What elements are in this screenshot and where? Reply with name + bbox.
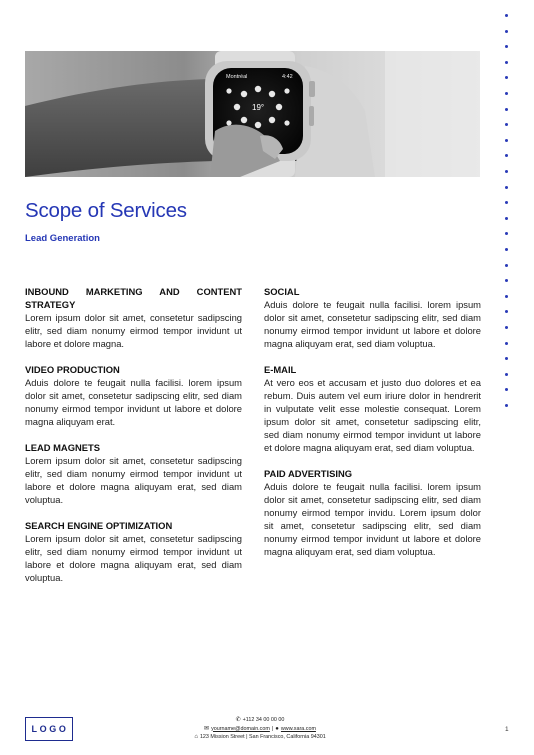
footer-website-link[interactable]: www.xara.com	[280, 725, 316, 732]
right-column	[264, 285, 481, 571]
decorative-dot	[505, 92, 508, 95]
section-heading: VIDEO PRODUCTION	[25, 364, 120, 375]
footer-phone-line	[170, 716, 350, 725]
decorative-dot	[505, 373, 508, 376]
decorative-dot-column	[503, 14, 511, 409]
decorative-dot	[505, 310, 508, 313]
decorative-dot	[505, 295, 508, 298]
decorative-dot	[505, 248, 508, 251]
watch-temp-label: 19°	[252, 103, 265, 112]
section-heading: LEAD MAGNETS	[25, 442, 100, 453]
decorative-dot	[505, 108, 508, 111]
decorative-dot	[505, 264, 508, 267]
decorative-dot	[505, 30, 508, 33]
logo: LOGO	[25, 717, 73, 741]
decorative-dot	[505, 404, 508, 407]
section-body: Aduis dolore te feugait nulla facilisi. lorem ipsum dolor sit amet, consetetur sadipscing elitr, sed diam nonumy eirmod tempor invidu. Lorem ipsum dolor sit amet, consetetur sadipscing elitr, sed diam nonumy eirmod tempor invidunt ut labore et dolore magna aliquyam erat, sed diam voluptua.	[264, 481, 481, 557]
section-heading: E-MAIL	[264, 364, 297, 375]
envelope-icon: ✉	[204, 725, 210, 732]
decorative-dot	[505, 388, 508, 391]
decorative-dot	[505, 76, 508, 79]
smartwatch-photo	[25, 51, 480, 177]
section-body: Lorem ipsum dolor sit amet, consetetur sadipscing elitr, sed diam nonumy eirmod tempor invidunt ut labore et dolore magna aliquyam erat, sed diam voluptua.	[25, 455, 242, 505]
footer-email-link[interactable]: yourname@domain.com	[211, 725, 270, 732]
decorative-dot	[505, 201, 508, 204]
decorative-dot	[505, 14, 508, 17]
service-section	[25, 363, 242, 428]
decorative-dot	[505, 61, 508, 64]
footer-address: 123 Mission Street | San Francisco, California 94301	[199, 734, 326, 741]
section-body: At vero eos et accusam et justo duo dolores et ea rebum. Duis autem vel eum iriure dolor in hendrerit in vulputate velit esse molestie consequat. Lorem ipsum dolor sit amet, consetetur sadipscing elitr, sed diam nonumy eirmod tempor invidunt ut labore et dolore magna aliquyam erat, sed diam voluptua.	[264, 377, 481, 453]
section-body: Aduis dolore te feugait nulla facilisi. lorem ipsum dolor sit amet, consetetur sadipscing elitr, sed diam nonumy eirmod tempor invidunt ut labore et dolore magna aliquyam erat, sed diam voluptua.	[264, 299, 481, 349]
decorative-dot	[505, 342, 508, 345]
section-heading: PAID ADVERTISING	[264, 468, 353, 479]
decorative-dot	[505, 357, 508, 360]
section-heading: INBOUND MARKETING AND CONTENT STRATEGY	[25, 286, 242, 310]
service-section	[264, 363, 481, 454]
decorative-dot	[505, 326, 508, 329]
service-section	[264, 285, 481, 350]
footer-phone: +112 34 00 00 00	[242, 717, 285, 723]
section-body: Aduis dolore te feugait nulla facilisi. lorem ipsum dolor sit amet, consetetur sadipscing elitr, sed diam nonumy eirmod tempor invidunt ut labore et dolore magna aliquyam erat.	[25, 377, 242, 427]
left-column	[25, 285, 242, 597]
footer-address-line	[170, 733, 350, 742]
decorative-dot	[505, 217, 508, 220]
footer-contact	[170, 716, 350, 742]
decorative-dot	[505, 123, 508, 126]
page-subtitle: Lead Generation	[25, 233, 100, 244]
watch-city-label: Montréal	[226, 74, 248, 80]
decorative-dot	[505, 279, 508, 282]
decorative-dot	[505, 232, 508, 235]
watch-time-label: 4:42	[282, 74, 293, 80]
section-heading: SEARCH ENGINE OPTIMIZATION	[25, 520, 173, 531]
service-section	[25, 285, 242, 350]
decorative-dot	[505, 139, 508, 142]
page-number: 1	[505, 726, 509, 733]
footer-web-line	[170, 725, 350, 734]
decorative-dot	[505, 170, 508, 173]
hero-image	[25, 51, 480, 177]
section-body: Lorem ipsum dolor sit amet, consetetur sadipscing elitr, sed diam nonumy eirmod tempor invidunt ut labore et dolore magna aliquyam erat, sed diam voluptua.	[25, 533, 242, 583]
service-section	[264, 467, 481, 558]
decorative-dot	[505, 154, 508, 157]
globe-icon: ●	[275, 725, 279, 732]
decorative-dot	[505, 45, 508, 48]
page-title: Scope of Services	[25, 199, 187, 222]
phone-icon: ✆	[235, 717, 241, 724]
footer-separator: |	[271, 725, 274, 732]
service-section	[25, 441, 242, 506]
home-icon: ⌂	[194, 734, 198, 741]
service-section	[25, 519, 242, 584]
decorative-dot	[505, 186, 508, 189]
section-body: Lorem ipsum dolor sit amet, consetetur sadipscing elitr, sed diam nonumy eirmod tempor invidunt ut labore et dolore magna.	[25, 312, 242, 349]
section-heading: SOCIAL	[264, 286, 300, 297]
